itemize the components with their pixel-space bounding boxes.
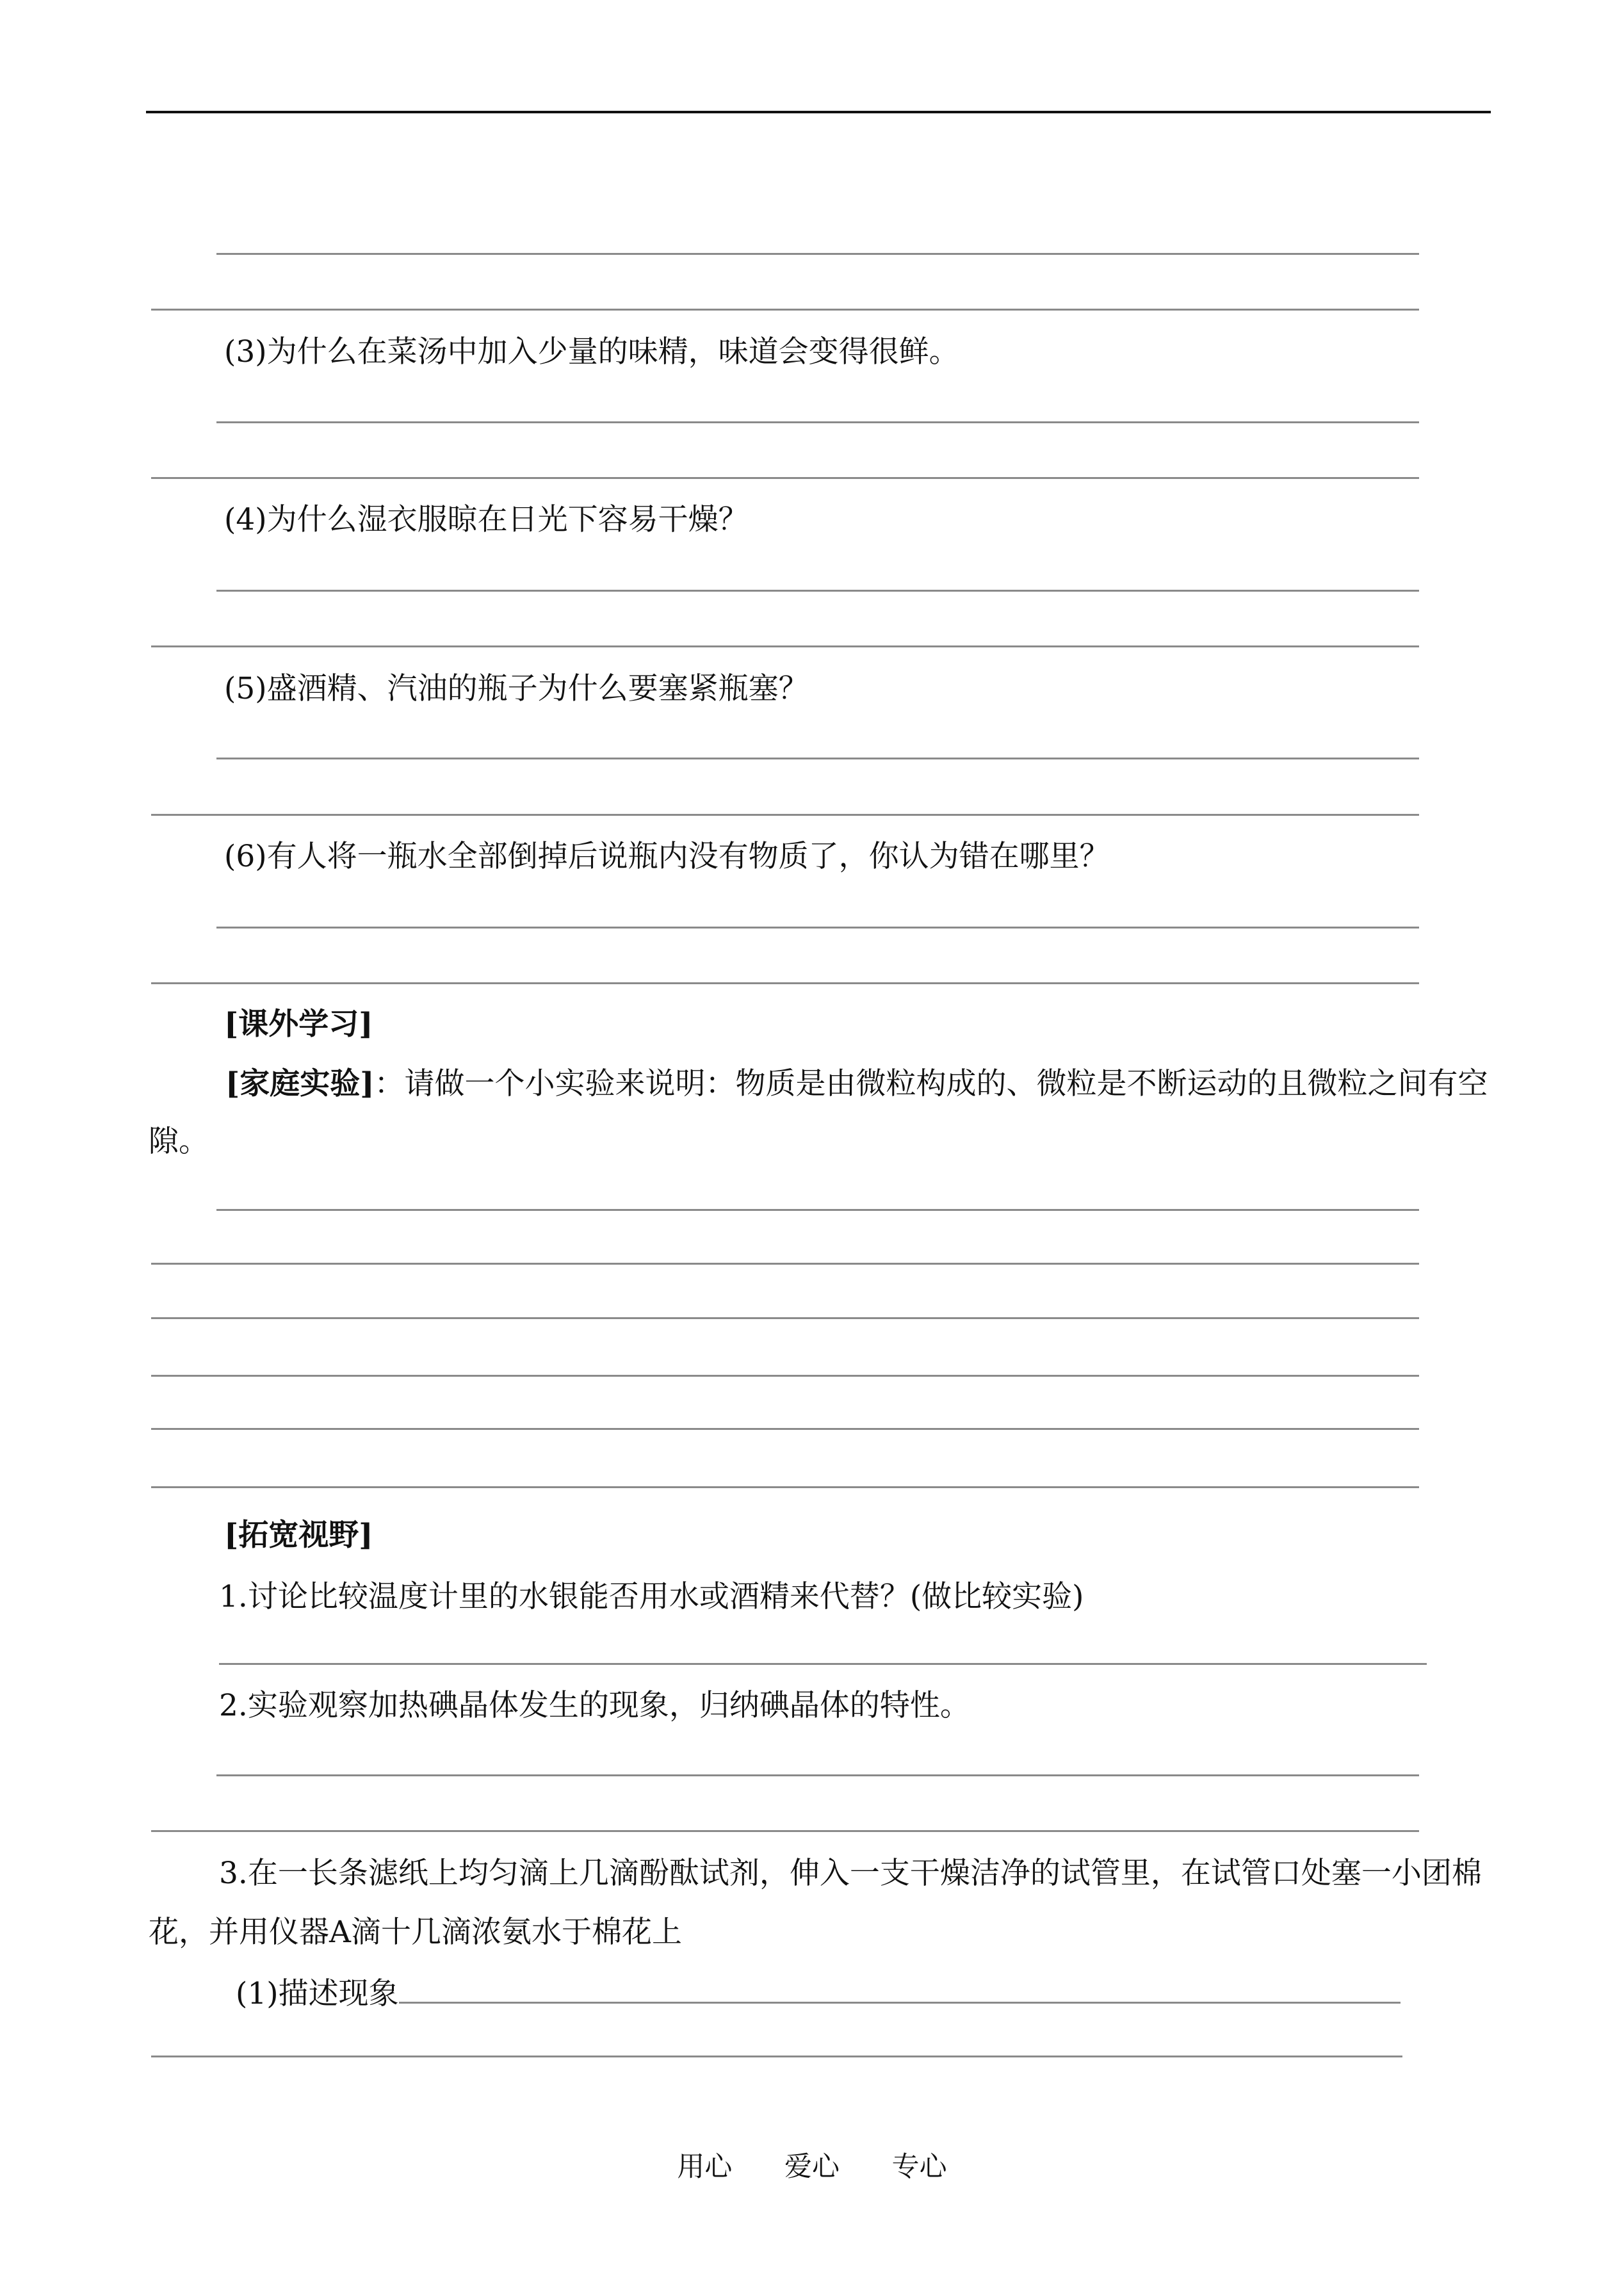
footer-text-3: 专心: [891, 2151, 947, 2183]
footer-text-2: 爱心: [784, 2151, 840, 2183]
home-experiment-label: [家庭实验]: [225, 1066, 375, 1101]
broaden-item-2: 2.实验观察加热碘晶体发生的现象，归纳碘晶体的特性。: [219, 1688, 970, 1723]
answer-line: [151, 645, 1419, 647]
answer-line: [151, 1428, 1419, 1430]
broaden-item-3-sub-1: [236, 1971, 1401, 2013]
answer-line: [151, 982, 1419, 984]
question-5: (5)盛酒精、汽油的瓶子为什么要塞紧瓶塞？: [224, 671, 809, 706]
home-experiment-text: ：请做一个小实验来说明：物质是由微粒构成的、微粒是不断运动的且微粒之间有空隙。: [149, 1066, 1488, 1159]
header-rule: [146, 111, 1491, 113]
page-footer: [0, 2145, 1624, 2184]
answer-line: [151, 814, 1419, 816]
answer-line: [216, 253, 1419, 255]
question-4: (4)为什么湿衣服晾在日光下容易干燥？: [224, 502, 749, 537]
question-6: (6)有人将一瓶水全部倒掉后说瓶内没有物质了，你认为错在哪里？: [224, 839, 1110, 874]
answer-line: [216, 1774, 1419, 1776]
answer-line: [151, 2056, 1402, 2057]
answer-line: [151, 309, 1419, 311]
section-heading-broaden: [拓宽视野]: [224, 1518, 373, 1553]
home-experiment-paragraph: [149, 1055, 1491, 1171]
answer-line: [216, 590, 1419, 592]
answer-line: [151, 1486, 1419, 1488]
answer-line: [216, 1209, 1419, 1211]
answer-line: [151, 1375, 1419, 1377]
answer-line: [216, 927, 1419, 929]
answer-blank: [399, 1971, 1401, 2004]
broaden-item-3: 3.在一长条滤纸上均匀滴上几滴酚酞试剂，伸入一支干燥洁净的试管里，在试管口处塞一小团棉花，并用仪器A滴十几滴浓氨水于棉花上: [149, 1856, 1482, 1950]
answer-line: [151, 1317, 1419, 1319]
answer-line: [219, 1663, 1427, 1665]
answer-line: [216, 758, 1419, 759]
broaden-item-1: 1.讨论比较温度计里的水银能否用水或酒精来代替？(做比较实验): [219, 1579, 1084, 1614]
answer-line: [151, 1830, 1419, 1832]
answer-line: [151, 1263, 1419, 1265]
footer-text-1: 用心: [677, 2151, 733, 2183]
answer-line: [216, 421, 1419, 423]
describe-phenomenon-label: (1)描述现象: [236, 1976, 399, 2011]
question-3: (3)为什么在菜汤中加入少量的味精，味道会变得很鲜。: [224, 334, 959, 369]
section-heading-extracurricular: [课外学习]: [224, 1007, 373, 1042]
answer-line: [151, 477, 1419, 479]
